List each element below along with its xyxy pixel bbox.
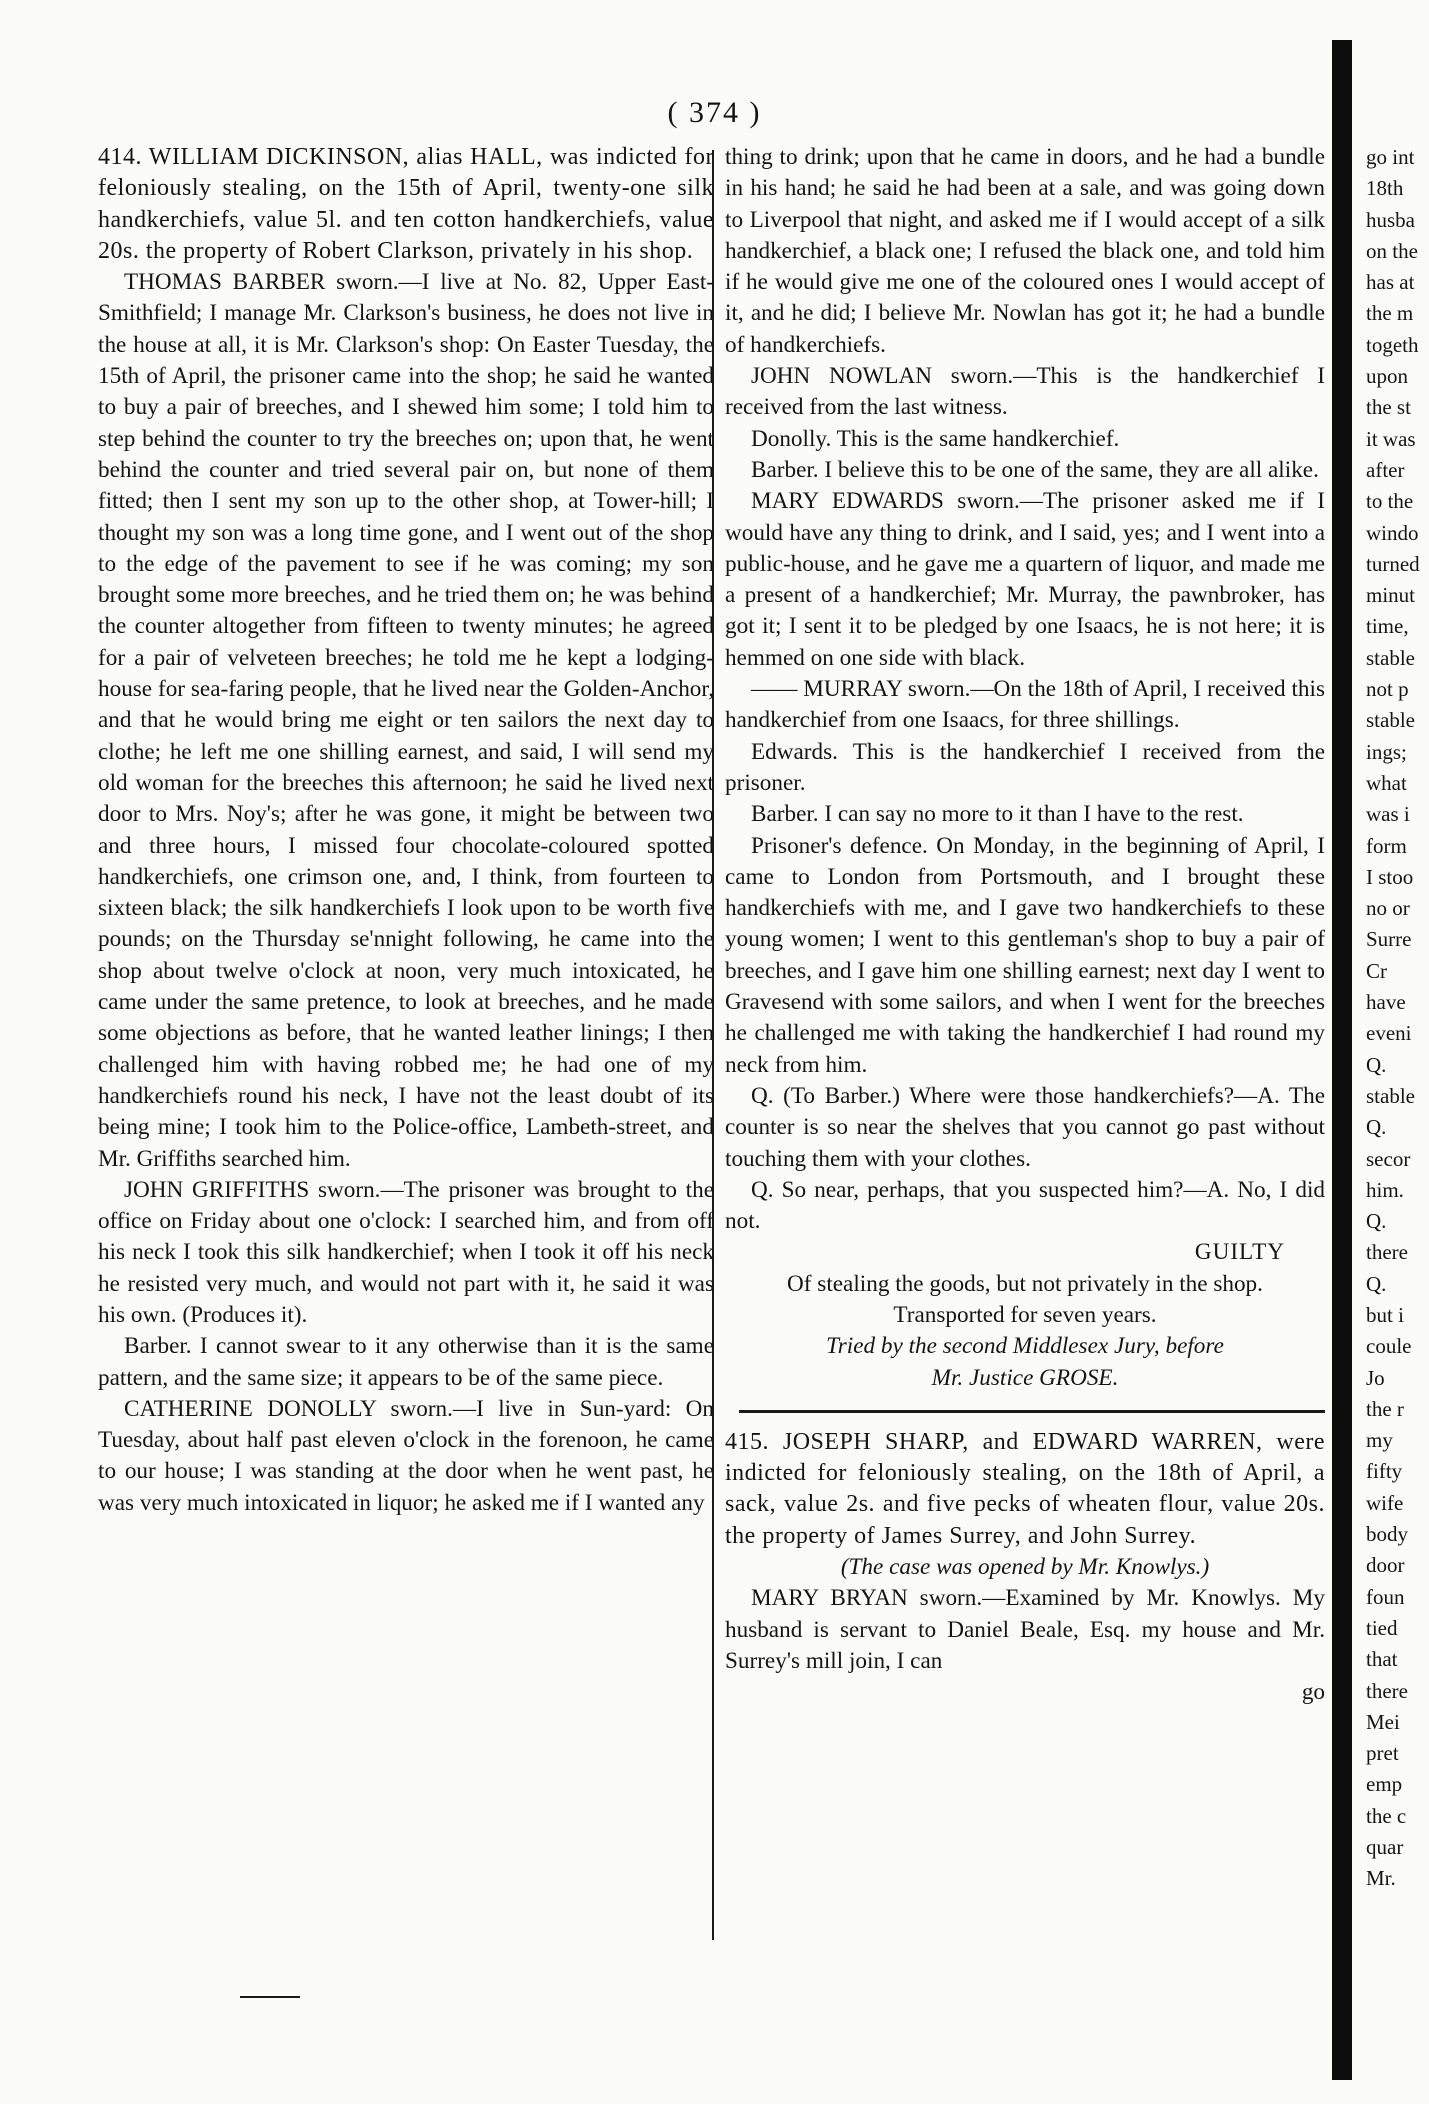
margin-fragment: tied [1366,1615,1398,1640]
sentence: Transported for seven years. [893,1301,1157,1328]
margin-fragment: the r [1366,1396,1404,1421]
margin-fragment: after [1366,457,1405,482]
next-page-fragment [1366,142,1429,1895]
margin-fragment: 18th [1366,176,1404,201]
margin-fragment: Q. [1366,1115,1387,1140]
margin-fragment: stable [1366,1083,1415,1108]
margin-fragment: Q. [1366,1271,1387,1296]
margin-fragment: fifty [1366,1459,1403,1484]
margin-fragment: have [1366,990,1406,1015]
margin-fragment: there [1366,1678,1408,1703]
margin-fragment: what [1366,770,1407,795]
margin-fragment: Q. [1366,1209,1387,1234]
margin-fragment: Mr. [1366,1866,1396,1891]
testimony-donolly-cont: thing to drink; upon that he came in doors, and he had a bundle in his hand; he said he had been at a sale, and was going down to Liverpool that night, and asked me if I would accept of a silk handkerchief, a black one; I refused the black one, and told him if he would give me one of the coloured ones I would accept of it, and he did; I believe Mr. Nowlan has got it; he had a bundle of handkerchiefs. [725,144,1325,358]
verdict-detail: Of stealing the goods, but not privately in the shop. [787,1270,1263,1297]
case-divider [739,1410,1325,1413]
testimony-murray: —— MURRAY sworn.—On the 18th of April, I received this handkerchief from one Isaacs, for three shillings. [725,676,1325,734]
left-column [98,142,714,1519]
margin-fragment: my [1366,1428,1393,1453]
right-column [725,142,1325,1709]
margin-fragment: coule [1366,1334,1412,1359]
margin-fragment: stable [1366,645,1415,670]
margin-fragment: the c [1366,1803,1407,1828]
margin-fragment: turned [1366,551,1420,576]
margin-fragment: to the [1366,489,1414,514]
testimony-donolly-2: Donolly. This is the same handkerchief. [751,425,1120,452]
margin-fragment: that [1366,1647,1398,1672]
margin-fragment: togeth [1366,332,1419,357]
margin-fragment: Cr [1366,958,1387,983]
margin-fragment: husba [1366,207,1415,232]
testimony-nowlan: JOHN NOWLAN sworn.—This is the handkerchief I received from the last witness. [725,363,1325,421]
case-opened-note: (The case was opened by Mr. Knowlys.) [840,1554,1210,1581]
margin-fragment: body [1366,1522,1408,1547]
verdict-guilty: GUILTY [1194,1239,1285,1266]
case-heading-415: 415. JOSEPH SHARP, and EDWARD WARREN, were indicted for feloniously stealing, on the 18th of April, a sack, value 2s. and five pecks of wheaten flour, value 20s. the property of James Surrey, and John Surrey. [725,1428,1325,1549]
case-heading-414: 414. WILLIAM DICKINSON, alias HALL, was indicted for feloniously stealing, on the 15th of April, twenty-one silk handkerchiefs, value 5l. and ten cotton handkerchiefs, value 20s. the property of Robert Clarkson, privately in his shop. [98,144,714,264]
margin-fragment: ings; [1366,739,1407,764]
question-to-barber: Q. (To Barber.) Where were those handkerchiefs?—A. The counter is so near the shelves that you cannot go past without touching them with your clothes. [725,1082,1325,1172]
testimony-bryan: MARY BRYAN sworn.—Examined by Mr. Knowlys. My husband is servant to Daniel Beale, Esq. my house and Mr. Surrey's mill join, I can [725,1585,1325,1674]
footer-rule [240,1996,300,1998]
margin-fragment: not p [1366,677,1409,702]
margin-fragment: him. [1366,1177,1404,1202]
margin-fragment: upon [1366,364,1408,389]
margin-fragment: it was [1366,426,1416,451]
margin-fragment: the m [1366,301,1414,326]
testimony-griffiths: JOHN GRIFFITHS sworn.—The prisoner was brought to the office on Friday about one o'clock: I searched him, and from off his neck I took this silk handkerchief; when I took it off his neck he resisted very much, and would not part with it, he said it was his own. (Produces it). [98,1176,714,1328]
margin-fragment: Jo [1366,1365,1385,1390]
testimony-edwards-2: Edwards. This is the handkerchief I received from the prisoner. [725,738,1325,796]
testimony-barber-3: Barber. I believe this to be one of the same, they are all alike. [751,456,1319,483]
margin-fragment: was i [1366,802,1410,827]
margin-fragment: but i [1366,1302,1404,1327]
margin-fragment: stable [1366,708,1415,733]
margin-fragment: Q. [1366,1052,1387,1077]
margin-fragment: secor [1366,1146,1411,1171]
margin-fragment: on the [1366,238,1418,263]
jury-note: Tried by the second Middlesex Jury, before [826,1333,1224,1360]
prisoner-defence: Prisoner's defence. On Monday, in the beginning of April, I came to London from Portsmouth, and I brought these handkerchiefs with me, and I gave two handkerchiefs to these young women; I went to this gentleman's shop to buy a pair of breeches, and I gave him one shilling earnest; next day I went to Gravesend with some sailors, and when I went for the breeches he challenged me with taking the handkerchief I had round my neck from him. [725,832,1325,1078]
testimony-barber-2: Barber. I cannot swear to it any otherwise than it is the same pattern, and the same size; it appears to be of the same piece. [98,1333,714,1391]
margin-fragment: time, [1366,614,1409,639]
question-suspected: Q. So near, perhaps, that you suspected him?—A. No, I did not. [725,1176,1325,1235]
margin-fragment: emp [1366,1772,1403,1797]
margin-fragment: go int [1366,145,1415,169]
testimony-barber-4: Barber. I can say no more to it than I have to the rest. [751,801,1244,828]
margin-fragment: has at [1366,270,1415,295]
binding-shadow [1332,40,1352,2080]
margin-fragment: form [1366,833,1407,858]
margin-fragment: there [1366,1240,1408,1265]
margin-fragment: foun [1366,1584,1405,1609]
margin-fragment: the st [1366,395,1411,420]
margin-fragment: windo [1366,520,1419,545]
margin-fragment: quar [1366,1835,1404,1860]
margin-fragment: no or [1366,896,1410,921]
testimony-edwards: MARY EDWARDS sworn.—The prisoner asked me if I would have any thing to drink, and I said, yes; and I went into a public-house, and he gave me a quartern of liquor, and made me a present of a handkerchief; Mr. Murray, the pawnbroker, has got it; I sent it to be pledged by one Isaacs, he is not here; it is hemmed on one side with black. [725,488,1325,671]
margin-fragment: Mei [1366,1709,1400,1734]
margin-fragment: door [1366,1553,1405,1578]
margin-fragment: wife [1366,1490,1404,1515]
page-number: ( 374 ) [667,96,762,129]
margin-fragment: I stoo [1366,864,1414,889]
margin-fragment: pret [1366,1741,1399,1766]
judge-note: Mr. Justice GROSE. [931,1364,1119,1391]
catchword: go [1301,1679,1325,1706]
testimony-donolly: CATHERINE DONOLLY sworn.—I live in Sun-yard: On Tuesday, about half past eleven o'clock in the forenoon, he came to our house; I was standing at the door when he went past, he was very much intoxicated in liquor; he asked me if I wanted any [98,1395,714,1516]
margin-fragment: eveni [1366,1021,1412,1046]
margin-fragment: Surre [1366,927,1412,952]
testimony-barber: THOMAS BARBER sworn.—I live at No. 82, Upper East-Smithfield; I manage Mr. Clarkson's business, he does not live in the house at all, it is Mr. Clarkson's shop: On Easter Tuesday, the 15th of April, the prisoner came into the shop; he said he wanted to buy a pair of breeches, and I shewed him some; I told him to step behind the counter to try the breeches on; upon that, he went behind the counter and tried several pair on, but none of them fitted; then I sent my son up to the other shop, at Tower-hill; I thought my son was a long time gone, and I went out of the shop to the edge of the pavement to see if he was coming; my son brought some more breeches, and he tried them on; he was behind the counter altogether from fifteen to twenty minutes; he agreed for a pair of velveteen breeches; he told me he kept a lodging-house for sea-faring people, that he lived near the Golden-Anchor, and that he would bring me eight or ten sailors the next day to clothe; he left me one shilling earnest, and said, I will send my old woman for the breeches this afternoon; he said he lived next door to Mrs. Noy's; after he was gone, it might be between two and three hours, I missed four chocolate-coloured spotted handkerchiefs, one crimson one, and, I think, from fourteen to sixteen black; the silk handkerchiefs I look upon to be worth five pounds; on the Thursday se'nnight following, he came into the shop about twelve o'clock at noon, very much intoxicated, he came under the same pretence, to look at breeches, and he made some objections as before, that he wanted leather linings; I then challenged him with having robbed me; he had one of my handkerchiefs round his neck, I have not the least doubt of its being mine; I took him to the Police-office, Lambeth-street, and Mr. Griffiths searched him. [98,269,714,1172]
margin-fragment: minut [1366,583,1416,608]
